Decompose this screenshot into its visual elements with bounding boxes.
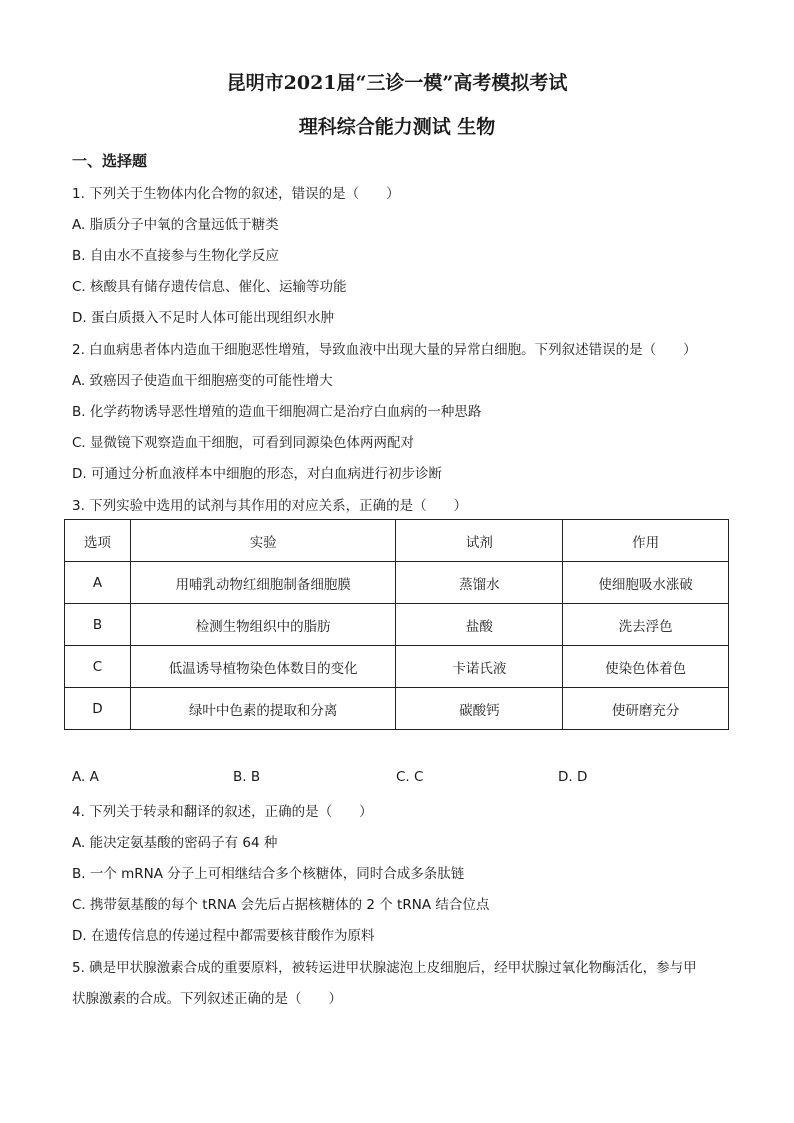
q4-option-a: A. 能决定氨基酸的密码子有 64 种	[72, 835, 278, 851]
exam-title: 昆明市2021届“三诊一模”高考模拟考试	[226, 72, 568, 94]
table-cell: B	[65, 604, 131, 646]
section-heading: 一、选择题	[72, 152, 148, 170]
q1-stem: 1. 下列关于生物体内化合物的叙述，错误的是（ ）	[72, 186, 400, 202]
q1-option-d: D. 蛋白质摄入不足时人体可能出现组织水肿	[72, 310, 334, 326]
q2-option-a: A. 致癌因子使造血干细胞癌变的可能性增大	[72, 373, 333, 389]
table-row	[65, 688, 729, 730]
table-cell: 卡诺氏液	[396, 646, 563, 688]
table-header-cell: 作用	[563, 520, 729, 562]
table-cell: 使细胞吸水涨破	[563, 562, 729, 604]
table-cell: 盐酸	[396, 604, 563, 646]
q3-stem: 3. 下列实验中选用的试剂与其作用的对应关系，正确的是（ ）	[72, 498, 468, 514]
table-cell: 蒸馏水	[396, 562, 563, 604]
q3-choice-d: D. D	[558, 769, 588, 785]
table-header-cell: 实验	[130, 520, 396, 562]
q2-option-b: B. 化学药物诱导恶性增殖的造血干细胞凋亡是治疗白血病的一种思路	[72, 404, 482, 420]
table-cell: 检测生物组织中的脂肪	[130, 604, 396, 646]
table-cell: D	[65, 688, 131, 730]
q4-stem: 4. 下列关于转录和翻译的叙述，正确的是（ ）	[72, 804, 373, 820]
table-cell: 洗去浮色	[563, 604, 729, 646]
q4-option-b: B. 一个 mRNA 分子上可相继结合多个核糖体，同时合成多条肽链	[72, 866, 465, 882]
table-row	[65, 562, 729, 604]
q4-option-c: C. 携带氨基酸的每个 tRNA 会先后占据核糖体的 2 个 tRNA 结合位点	[72, 897, 490, 913]
table-header-row	[65, 520, 729, 562]
table-cell: 使染色体着色	[563, 646, 729, 688]
table-cell: C	[65, 646, 131, 688]
table-cell: A	[65, 562, 131, 604]
q2-option-c: C. 显微镜下观察造血干细胞，可看到同源染色体两两配对	[72, 435, 415, 451]
q1-option-c: C. 核酸具有储存遗传信息、催化、运输等功能	[72, 279, 347, 295]
q3-choice-a: A. A	[72, 769, 99, 785]
q1-option-a: A. 脂质分子中氧的含量远低于糖类	[72, 217, 279, 233]
exam-subtitle: 理科综合能力测试 生物	[298, 116, 496, 138]
table-row	[65, 646, 729, 688]
q2-stem: 2. 白血病患者体内造血干细胞恶性增殖，导致血液中出现大量的异常白细胞。下列叙述错误的是（ ）	[72, 342, 697, 358]
table-header-cell: 选项	[65, 520, 131, 562]
q2-option-d: D. 可通过分析血液样本中细胞的形态，对白血病进行初步诊断	[72, 466, 442, 482]
q3-choice-c: C. C	[396, 769, 424, 785]
table-cell: 使研磨充分	[563, 688, 729, 730]
q3-options-table	[64, 519, 729, 730]
table-cell: 用哺乳动物红细胞制备细胞膜	[130, 562, 396, 604]
q4-option-d: D. 在遗传信息的传递过程中都需要核苷酸作为原料	[72, 928, 375, 944]
table-cell: 碳酸钙	[396, 688, 563, 730]
table-row	[65, 604, 729, 646]
table-cell: 低温诱导植物染色体数目的变化	[130, 646, 396, 688]
q5-stem-line2: 状腺激素的合成。下列叙述正确的是（ ）	[72, 991, 342, 1007]
table-cell: 绿叶中色素的提取和分离	[130, 688, 396, 730]
q5-stem-line1: 5. 碘是甲状腺激素合成的重要原料，被转运进甲状腺滤泡上皮细胞后，经甲状腺过氧化物酶活化，参与甲	[72, 960, 697, 976]
q3-choice-b: B. B	[233, 769, 261, 785]
table-header-cell: 试剂	[396, 520, 563, 562]
q1-option-b: B. 自由水不直接参与生物化学反应	[72, 248, 279, 264]
